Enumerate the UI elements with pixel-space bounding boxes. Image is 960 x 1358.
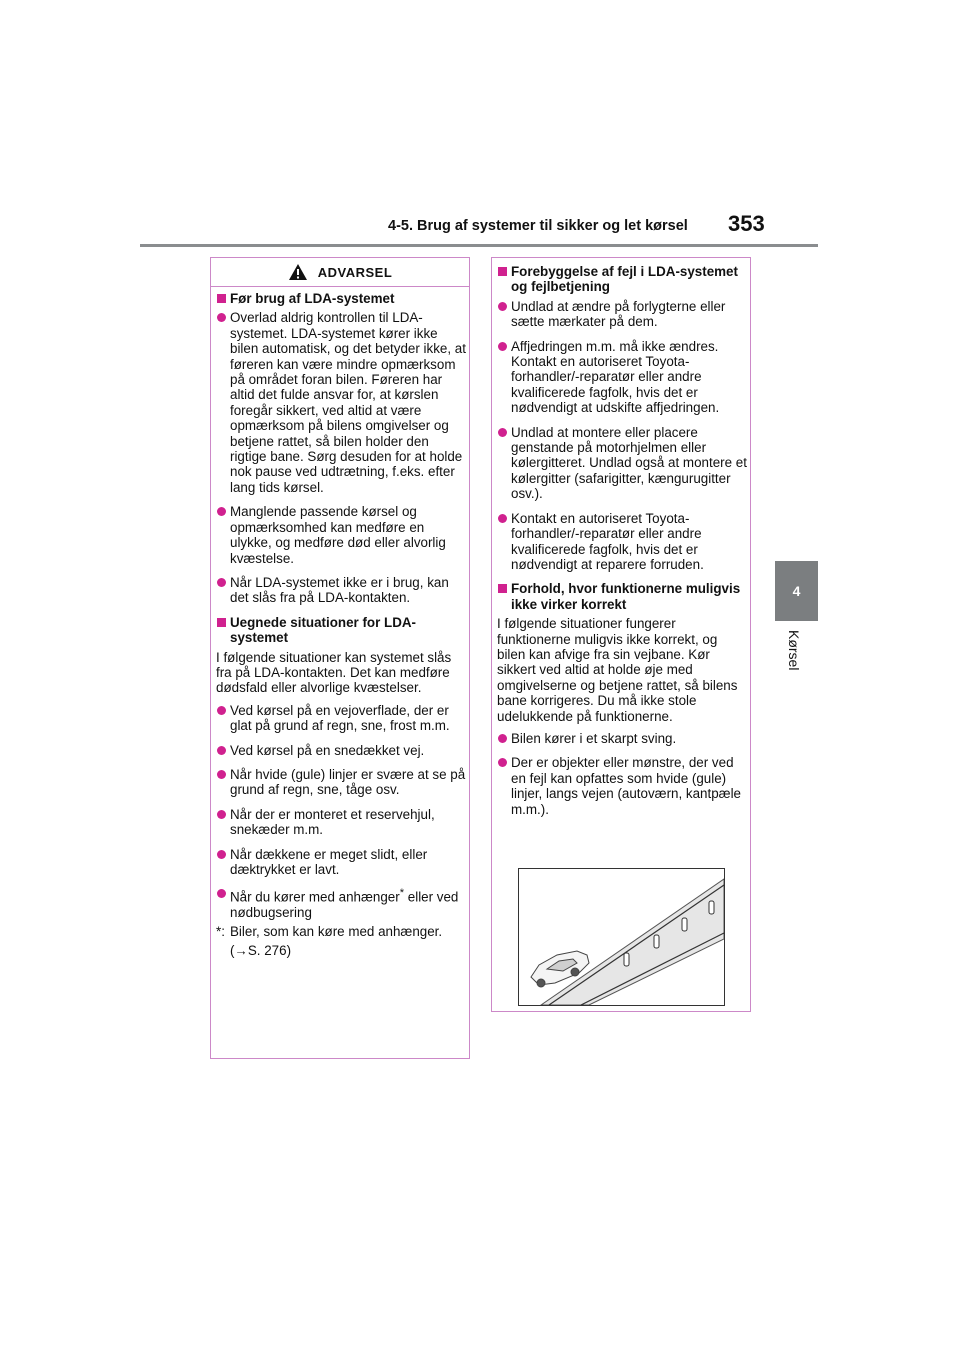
chapter-tab-label: Kørsel: [786, 630, 802, 671]
list-item: Bilen kører i et skarpt sving.: [497, 731, 747, 746]
bullet-icon: [217, 746, 226, 755]
footnote: *: Biler, som kan køre med anhænger.: [216, 923, 443, 939]
car-near-guardrail-image: [519, 869, 724, 1005]
square-bullet-icon: [498, 267, 507, 276]
bullet-icon: [217, 889, 226, 898]
list-item: Undlad at montere eller placere genstande på motorhjelmen eller kølergitteret. Undlad også at montere et kølergitter (safarigitter, kængurugitter osv.).: [497, 425, 747, 502]
bullet-icon: [498, 302, 507, 311]
bullet-icon: [217, 507, 226, 516]
road-illustration: [518, 868, 725, 1006]
list-item: Der er objekter eller mønstre, der ved en fejl kan opfattes som hvide (gule) linjer, langs vejen (autoværn, kantpæle m.m.).: [497, 755, 747, 817]
chapter-tab[interactable]: [775, 561, 818, 621]
info-box: [491, 257, 751, 1012]
bullet-icon: [217, 810, 226, 819]
warning-body: [216, 291, 466, 959]
warning-heading: ADVARSEL: [317, 264, 393, 280]
list-item: Ved kørsel på en snedækket vej.: [216, 743, 466, 758]
section-heading: Før brug af LDA-systemet: [216, 291, 466, 306]
section-intro: I følgende situationer kan systemet slås fra på LDA-kontakten. Det kan medføre dødsfald eller alvorlige kvæstelser.: [216, 649, 452, 696]
bullet-icon: [498, 758, 507, 767]
header-rule: [140, 244, 818, 247]
list-item: Når LDA-systemet ikke er i brug, kan det slås fra på LDA-kontakten.: [216, 575, 466, 606]
info-body: [497, 264, 747, 826]
list-item: Ved kørsel på en vejoverflade, der er glat på grund af regn, sne, frost m.m.: [216, 703, 466, 734]
list-item: Overlad aldrig kontrollen til LDA-systemet. LDA-systemet kører ikke bilen automatisk, og det betyder ikke, at føreren kan være mindre opmærksom på området foran bilen. Føreren har altid det fulde ansvar for, at kørslen foregår sikkert, ved altid at være opmærksom på bilens omgivelser og betjene rattet, så bilen holder den rigtige bane. Sørg desuden for at holde nok pause ved udtrætning, f.eks. efter lang tids kørsel.: [216, 310, 466, 495]
bullet-icon: [217, 770, 226, 779]
footnote-marker: *: [399, 887, 405, 900]
bullet-icon: [498, 514, 507, 523]
warning-triangle-icon: [288, 263, 308, 281]
bullet-icon: [217, 578, 226, 587]
chapter-title: 4-5. Brug af systemer til sikker og let kørsel: [388, 218, 688, 234]
bullet-icon: [498, 428, 507, 437]
list-item: Når dækkene er meget slidt, eller dæktrykket er lavt.: [216, 847, 466, 878]
warning-header: [211, 258, 469, 287]
section-heading: Forhold, hvor funktionerne muligvis ikke virker korrekt: [497, 581, 747, 612]
section-heading: Uegnede situationer for LDA-systemet: [216, 615, 466, 646]
square-bullet-icon: [217, 294, 226, 303]
list-item: Når du kører med anhænger* eller ved nødbugsering: [216, 886, 466, 920]
list-item: Undlad at ændre på forlygterne eller sætte mærkater på dem.: [497, 299, 747, 330]
bullet-icon: [498, 342, 507, 351]
list-item: Affjedringen m.m. må ikke ændres. Kontakt en autoriseret Toyota-forhandler/-reparatør eller andre kvalificerede fagfolk, hvis det er nødvendigt at udskifte affjedringen.: [497, 339, 747, 416]
list-item: Manglende passende kørsel og opmærksomhed kan medføre en ulykke, og medføre død eller alvorlig kvæstelse.: [216, 504, 466, 566]
section-intro: I følgende situationer fungerer funktionerne muligvis ikke korrekt, og bilen kan afvige fra sin vejbane. Kør sikkert ved altid at holde øje med omgivelserne og betjene rattet, så bilens bane korrigeres. Du må ikke stole udelukkende på funktionerne.: [497, 616, 738, 724]
page-number: 353: [728, 211, 765, 236]
chapter-tab-number: 4: [792, 583, 801, 599]
section-heading: Forebyggelse af fejl i LDA-systemet og fejlbetjening: [497, 264, 747, 295]
bullet-icon: [217, 313, 226, 322]
square-bullet-icon: [498, 584, 507, 593]
bullet-icon: [498, 734, 507, 743]
square-bullet-icon: [217, 618, 226, 627]
list-item: Når der er monteret et reservehjul, snekæder m.m.: [216, 807, 466, 838]
list-item: Kontakt en autoriseret Toyota-forhandler/-reparatør eller andre kvalificerede fagfolk, hvis det er nødvendigt at reparere forruden.: [497, 511, 747, 573]
bullet-icon: [217, 706, 226, 715]
warning-box: [210, 257, 470, 1059]
page-reference-link[interactable]: (→S. 276): [230, 943, 292, 959]
bullet-icon: [217, 850, 226, 859]
list-item: Når hvide (gule) linjer er svære at se på grund af regn, sne, tåge osv.: [216, 767, 466, 798]
